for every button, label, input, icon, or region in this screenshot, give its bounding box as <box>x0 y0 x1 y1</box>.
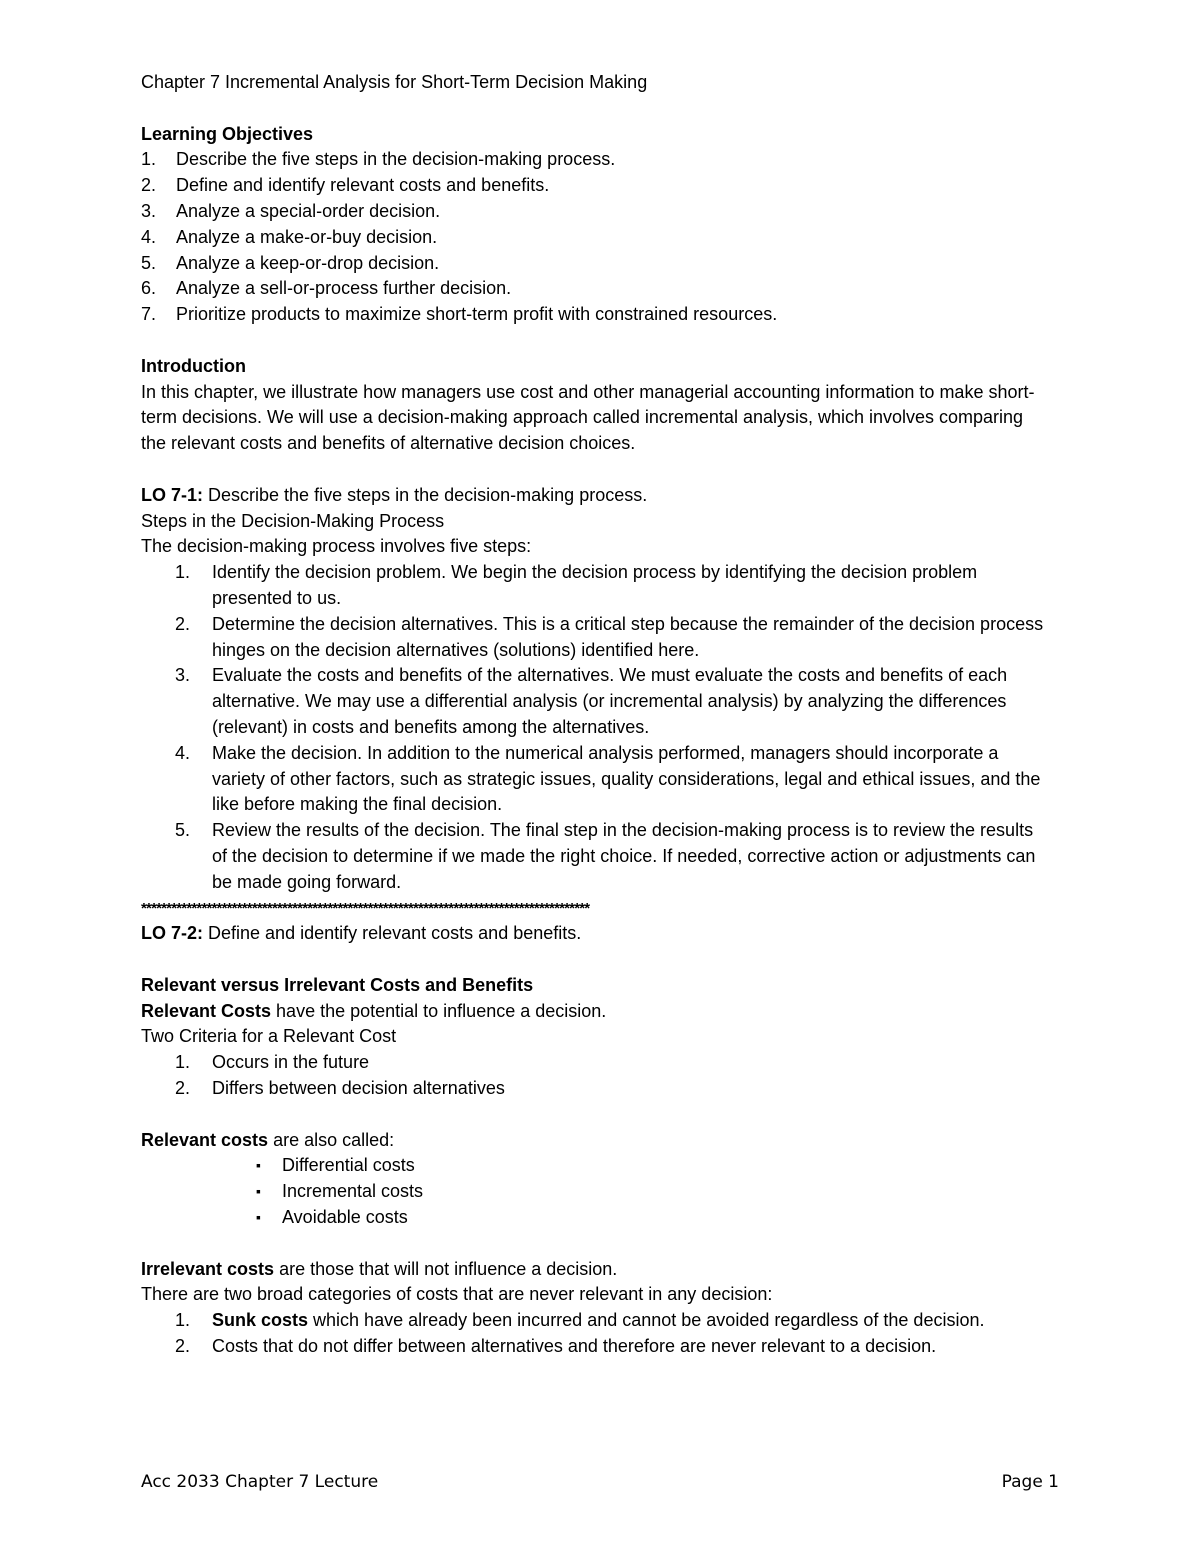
footer-page-number: Page 1 <box>1001 1472 1059 1492</box>
list-item: 3. Evaluate the costs and benefits of the alternatives. We must evaluate the costs and benefits of each alternative. We may use a differential analysis (or incremental analysis) by analyzing the differences (relevant) in costs and benefits among the alternatives. <box>175 665 1008 737</box>
introduction-heading: Introduction <box>141 355 246 376</box>
relevant-also-called: Relevant costs are also called: <box>141 1129 395 1150</box>
list-item: 4. Analyze a make-or-buy decision. <box>141 226 438 247</box>
list-item: 1. Describe the five steps in the decision-making process. <box>141 149 616 170</box>
list-item: 2. Define and identify relevant costs and benefits. <box>141 175 550 196</box>
bullet-icon: ▪ <box>256 1183 261 1200</box>
learning-objectives-heading: Learning Objectives <box>141 123 314 144</box>
list-item: 6. Analyze a sell-or-process further decision. <box>141 278 512 299</box>
list-item: 2. Determine the decision alternatives. This is a critical step because the remainder of the decision process hinges on the decision alternatives (solutions) identified here. <box>175 613 1044 660</box>
list-item: 1. Occurs in the future <box>175 1052 370 1073</box>
list-item: 2. Costs that do not differ between alternatives and therefore are never relevant to a decision. <box>175 1336 937 1357</box>
lo2-objective: LO 7-2: Define and identify relevant costs and benefits. <box>141 923 582 944</box>
bullet-icon: ▪ <box>256 1157 261 1174</box>
separator-line: ***************************************************************************************** <box>141 899 590 917</box>
lo1-intro: The decision-making process involves five steps: <box>141 536 532 557</box>
list-item: 2. Differs between decision alternatives <box>175 1078 505 1099</box>
list-item: ▪ Differential costs <box>141 1153 1131 1179</box>
decision-steps-list <box>141 560 1131 895</box>
list-item: 1. Sunk costs which have already been incurred and cannot be avoided regardless of the decision. <box>175 1310 985 1331</box>
list-item: ▪ Incremental costs <box>141 1179 1131 1205</box>
lo1-subheading: Steps in the Decision-Making Process <box>141 510 445 531</box>
also-called-list <box>141 1153 1131 1230</box>
criteria-list <box>141 1050 1131 1102</box>
list-item: 4. Make the decision. In addition to the numerical analysis performed, managers should incorporate a variety of other factors, such as strategic issues, quality considerations, legal and ethical issues, and the like before making the final decision. <box>175 742 1041 815</box>
introduction-line: In this chapter, we illustrate how managers use cost and other managerial accounting information to make short- <box>141 381 1035 402</box>
irrelevant-intro: There are two broad categories of costs that are never relevant in any decision: <box>141 1284 773 1305</box>
irrelevant-definition: Irrelevant costs are those that will not influence a decision. <box>141 1258 618 1279</box>
lo1-objective: LO 7-1: Describe the five steps in the decision-making process. <box>141 484 648 505</box>
document-body <box>141 70 1131 1360</box>
irrelevant-list <box>141 1308 1131 1360</box>
criteria-title: Two Criteria for a Relevant Cost <box>141 1026 397 1047</box>
list-item: 1. Identify the decision problem. We begin the decision process by identifying the decision problem presented to us. <box>175 562 978 608</box>
document-title: Chapter 7 Incremental Analysis for Short-Term Decision Making <box>141 72 648 92</box>
list-item: 5. Review the results of the decision. The final step in the decision-making process is to review the results of the decision to determine if we made the right choice. If needed, corrective action or adjustments can be made going forward. <box>175 820 1036 892</box>
relevant-heading: Relevant versus Irrelevant Costs and Benefits <box>141 974 534 995</box>
bullet-icon: ▪ <box>256 1209 261 1226</box>
introduction-line: the relevant costs and benefits of alternative decision choices. <box>141 433 636 454</box>
footer-course-label: Acc 2033 Chapter 7 Lecture <box>141 1472 379 1492</box>
list-item: ▪ Avoidable costs <box>141 1205 1131 1231</box>
list-item: 3. Analyze a special-order decision. <box>141 200 441 221</box>
list-item: 7. Prioritize products to maximize short-term profit with constrained resources. <box>141 304 778 325</box>
relevant-definition: Relevant Costs have the potential to influence a decision. <box>141 1000 607 1021</box>
learning-objectives-list <box>141 147 1131 328</box>
introduction-line: term decisions. We will use a decision-making approach called incremental analysis, which involves comparing <box>141 407 1024 428</box>
list-item: 5. Analyze a keep-or-drop decision. <box>141 252 440 273</box>
